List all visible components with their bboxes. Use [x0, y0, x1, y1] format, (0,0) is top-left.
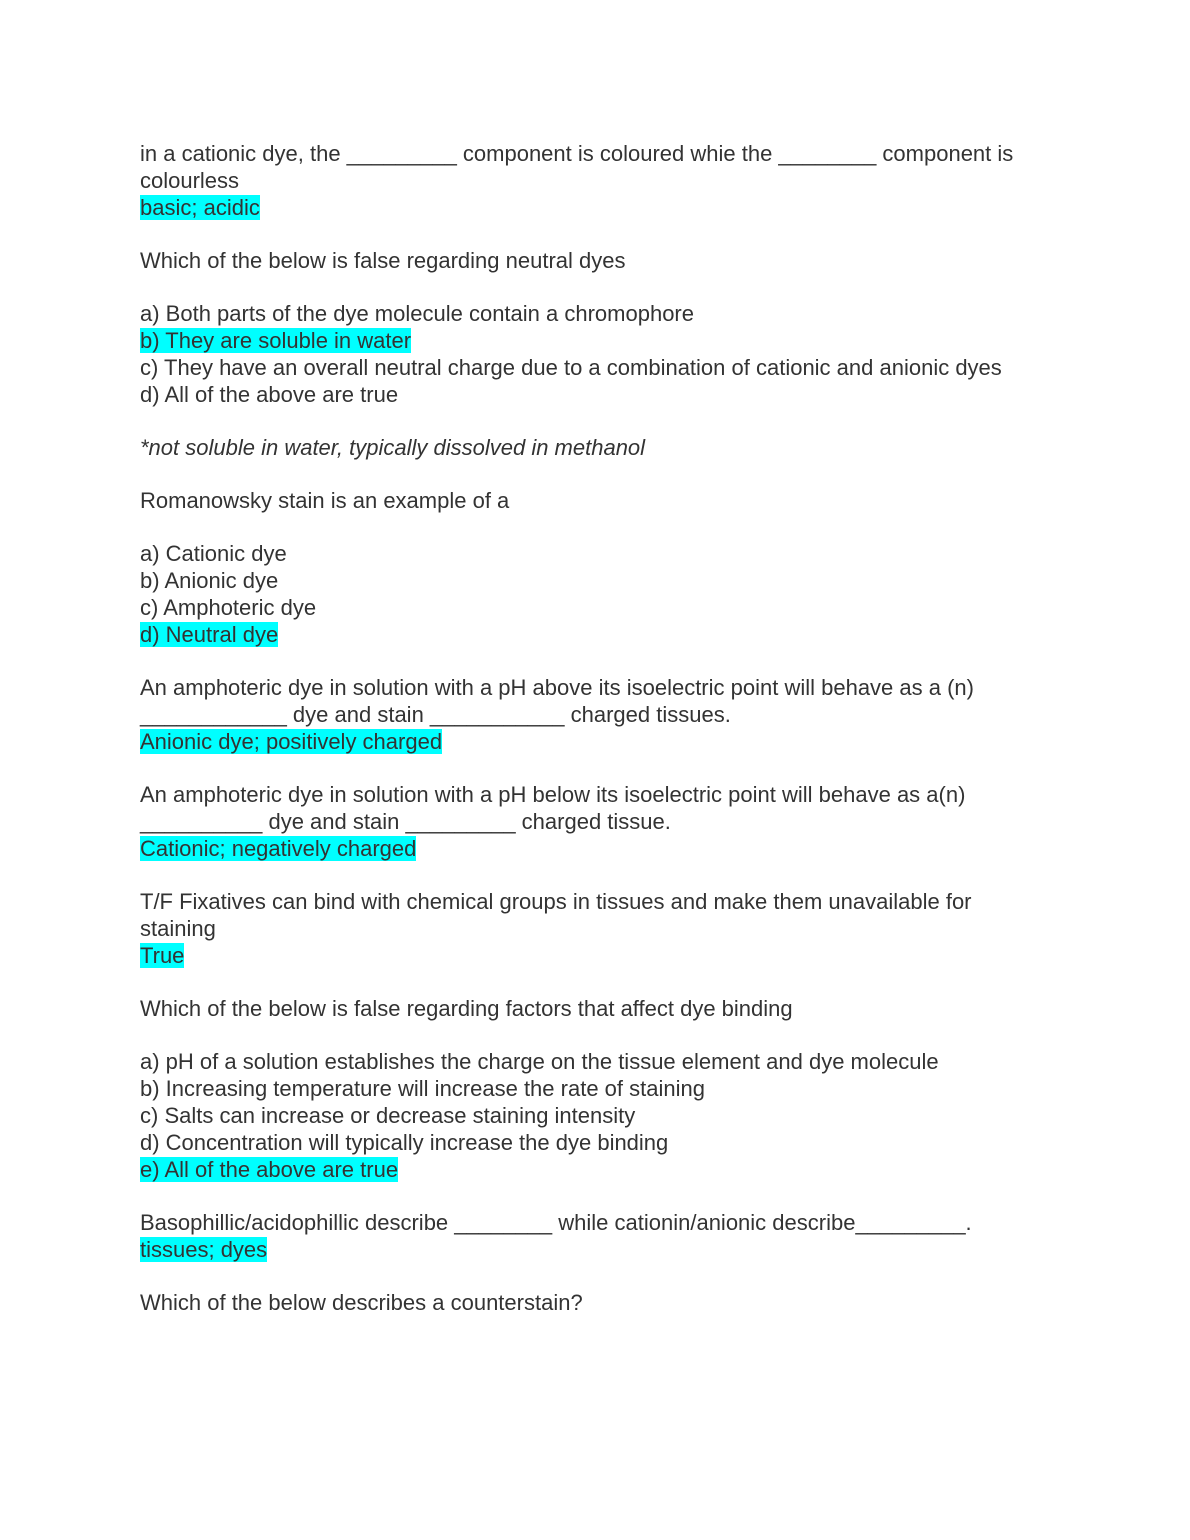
- highlighted-answer: tissues; dyes: [140, 1237, 268, 1262]
- question-5: [140, 781, 1050, 862]
- question-text: T/F Fixatives can bind with chemical groups in tissues and make them unavailable for staining: [140, 889, 978, 941]
- question-text: Which of the below describes a counterstain?: [140, 1290, 583, 1315]
- question-1: [140, 140, 1050, 221]
- option-a: a) Both parts of the dye molecule contain a chromophore: [140, 301, 694, 326]
- option-c: c) Salts can increase or decrease staining intensity: [140, 1103, 636, 1128]
- option-b: b) Anionic dye: [140, 568, 279, 593]
- question-text: Which of the below is false regarding factors that affect dye binding: [140, 996, 793, 1021]
- question-7: [140, 995, 1050, 1183]
- highlighted-answer: Cationic; negatively charged: [140, 836, 417, 861]
- option-c: c) They have an overall neutral charge due to a combination of cationic and anionic dyes: [140, 355, 1002, 380]
- document-page: [140, 140, 1050, 1316]
- highlighted-answer: Anionic dye; positively charged: [140, 729, 443, 754]
- question-text: An amphoteric dye in solution with a pH above its isoelectric point will behave as a (n) ____________ dye and stain ___________ charged tissues.: [140, 675, 981, 727]
- option-b: b) Increasing temperature will increase the rate of staining: [140, 1076, 705, 1101]
- option-d-highlighted-answer: d) Neutral dye: [140, 622, 279, 647]
- answer-note: *not soluble in water, typically dissolved in methanol: [140, 435, 646, 460]
- question-2: [140, 247, 1050, 461]
- question-6: [140, 888, 1050, 969]
- option-d: d) Concentration will typically increase the dye binding: [140, 1130, 669, 1155]
- option-e-highlighted-answer: e) All of the above are true: [140, 1157, 399, 1182]
- question-3: [140, 487, 1050, 648]
- question-text: in a cationic dye, the _________ component is coloured whie the ________ component is colourless: [140, 141, 1020, 193]
- question-9: [140, 1289, 1050, 1316]
- option-a: a) pH of a solution establishes the charge on the tissue element and dye molecule: [140, 1049, 939, 1074]
- question-text: An amphoteric dye in solution with a pH below its isoelectric point will behave as a(n) __________ dye and stain _________ charged tissue.: [140, 782, 972, 834]
- question-text: Basophillic/acidophillic describe ________ while cationin/anionic describe_________.: [140, 1210, 972, 1235]
- option-c: c) Amphoteric dye: [140, 595, 317, 620]
- question-4: [140, 674, 1050, 755]
- option-d: d) All of the above are true: [140, 382, 399, 407]
- question-text: Romanowsky stain is an example of a: [140, 488, 510, 513]
- question-8: [140, 1209, 1050, 1263]
- highlighted-answer: basic; acidic: [140, 195, 260, 220]
- highlighted-answer: True: [140, 943, 185, 968]
- option-a: a) Cationic dye: [140, 541, 287, 566]
- question-text: Which of the below is false regarding neutral dyes: [140, 248, 626, 273]
- option-b-highlighted-answer: b) They are soluble in water: [140, 328, 412, 353]
